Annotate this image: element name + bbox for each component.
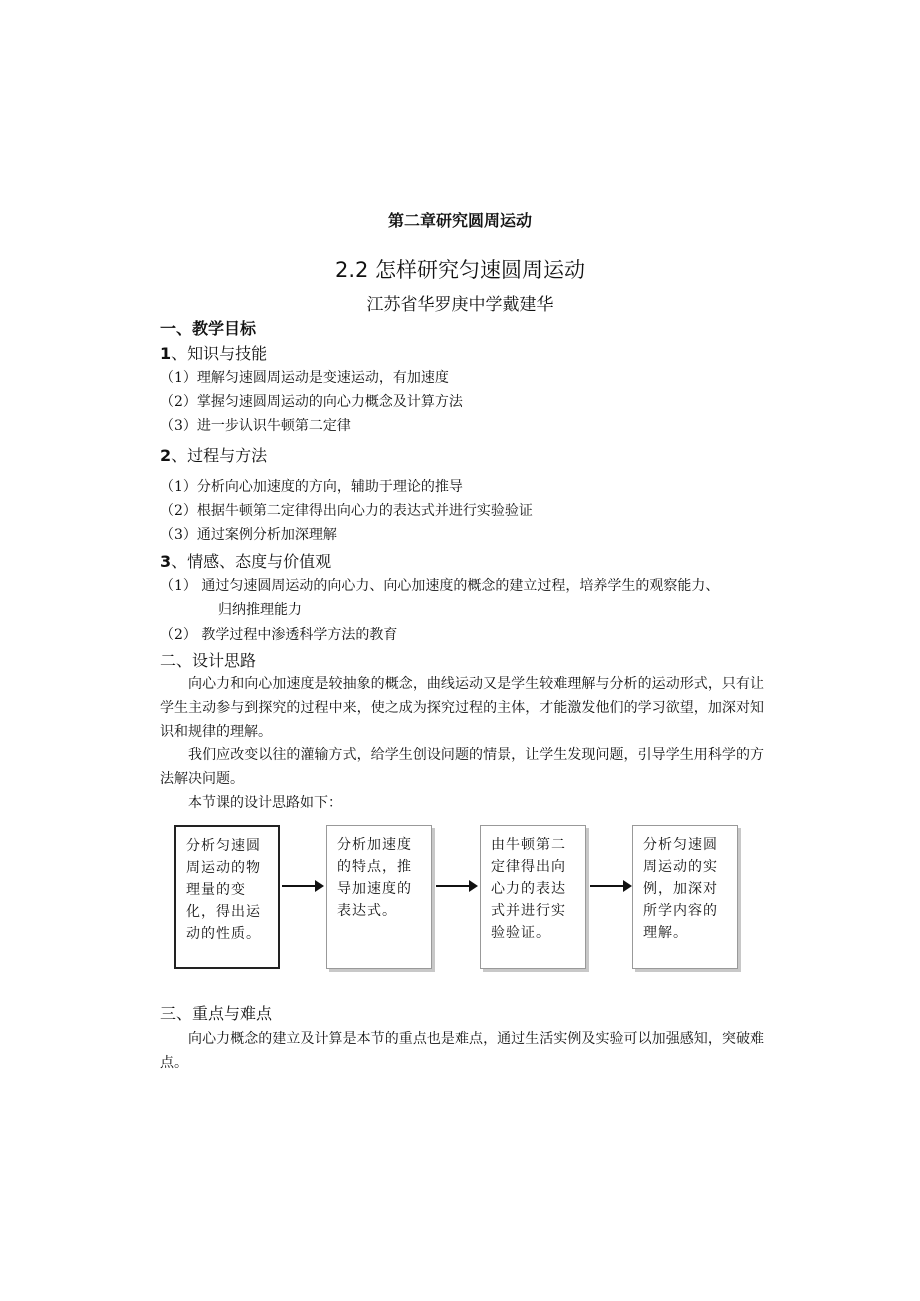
design-flowchart (172, 825, 762, 977)
objective-item: （1）理解匀速圆周运动是变速运动，有加速度 (160, 370, 449, 386)
section-heading-design: 二、设计思路 (160, 651, 257, 670)
flow-arrow (282, 885, 322, 887)
flow-step-3: 由牛顿第二定律得出向心力的表达式并进行实验验证。 (480, 825, 586, 969)
flow-step-2: 分析加速度的特点，推导加速度的表达式。 (326, 825, 432, 969)
author-line: 江苏省华罗庚中学戴建华 (366, 295, 554, 315)
subheading-knowledge (160, 341, 267, 364)
objective-item: （2）掌握匀速圆周运动的向心力概念及计算方法 (160, 394, 463, 410)
design-paragraph-1 (160, 672, 764, 744)
section-heading-keypoints: 三、重点与难点 (160, 1004, 273, 1023)
paragraph-text: 我们应改变以往的灌输方式，给学生创设问题的情景，让学生发现问题，引导学生用科学的方法解决问题。 (160, 747, 764, 787)
chapter-title: 第二章研究圆周运动 (387, 211, 532, 230)
flow-step-4: 分析匀速圆周运动的实例，加深对所学内容的理解。 (632, 825, 738, 969)
paragraph-text: 向心力和向心加速度是较抽象的概念，曲线运动又是学生较难理解与分析的运动形式，只有让学生主动参与到探究的过程中来，使之成为探究过程的主体，才能激发他们的学习欲望，加深对知识和规律的理解。 (160, 676, 764, 740)
subheading-text: 、过程与方法 (171, 446, 268, 465)
lesson-title: 2.2 怎样研究匀速圆周运动 (334, 258, 586, 282)
subheading-number: 3 (160, 552, 172, 571)
objective-item: （2）根据牛顿第二定律得出向心力的表达式并进行实验验证 (160, 503, 533, 519)
subheading-number: 2 (160, 446, 172, 465)
objective-item-continuation: 归纳推理能力 (218, 602, 302, 618)
subheading-process (160, 443, 267, 466)
keypoints-paragraph (160, 1027, 764, 1075)
objective-item: （2） 教学过程中渗透科学方法的教育 (160, 627, 398, 643)
section-heading-objectives: 一、教学目标 (160, 319, 257, 338)
objective-item: （1） 通过匀速圆周运动的向心力、向心加速度的概念的建立过程，培养学生的观察能力、 (160, 578, 720, 594)
flow-arrow (436, 885, 476, 887)
subheading-text: 、知识与技能 (171, 344, 268, 363)
flow-arrow (590, 885, 630, 887)
design-paragraph-2 (160, 743, 764, 791)
objective-item: （3）进一步认识牛顿第二定律 (160, 418, 351, 434)
objective-item: （3）通过案例分析加深理解 (160, 527, 337, 543)
flow-step-1: 分析匀速圆周运动的物理量的变化，得出运动的性质。 (174, 825, 280, 969)
paragraph-text: 向心力概念的建立及计算是本节的重点也是难点，通过生活实例及实验可以加强感知，突破难点。 (160, 1031, 764, 1071)
objective-item: （1）分析向心加速度的方向，辅助于理论的推导 (160, 479, 463, 495)
design-paragraph-3 (160, 791, 764, 815)
subheading-number: 1 (160, 344, 172, 363)
paragraph-text: 本节课的设计思路如下： (188, 795, 342, 811)
subheading-attitude (160, 549, 331, 572)
subheading-text: 、情感、态度与价值观 (171, 552, 332, 571)
